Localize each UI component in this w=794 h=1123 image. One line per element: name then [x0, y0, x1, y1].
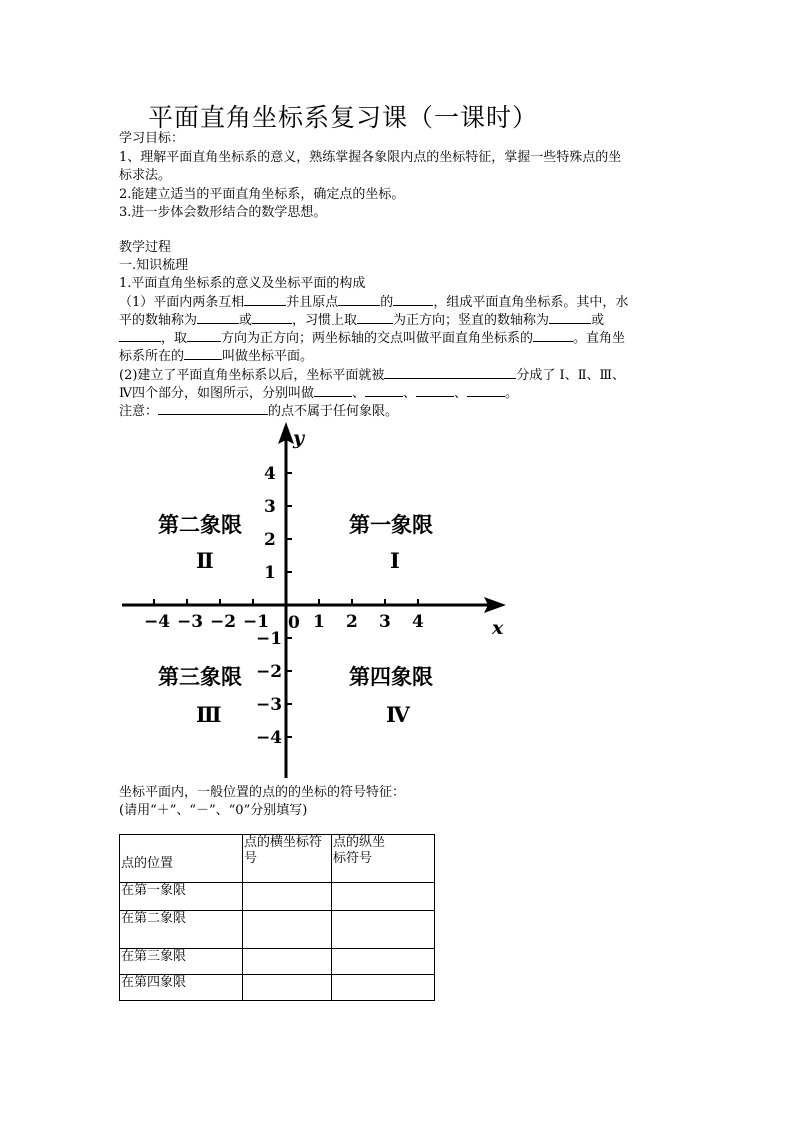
answer-cell[interactable]: [243, 911, 332, 949]
y-tick-label: −4: [256, 728, 283, 748]
text: ，取: [161, 331, 188, 346]
header-text: 标符号: [333, 851, 373, 866]
header-text: 点的位置: [121, 855, 174, 871]
answer-cell[interactable]: [332, 911, 435, 949]
y-tick-label: −1: [256, 629, 283, 649]
fill-blank[interactable]: [365, 384, 403, 397]
row-label: 在第三象限: [120, 949, 243, 975]
text: 的: [380, 295, 394, 310]
origin-label: 0: [288, 613, 300, 633]
header-cell-position: [120, 835, 243, 883]
text: ，组成平面直角坐标系。其中，水: [433, 295, 629, 310]
objective-1-line2: 标求法。: [119, 168, 172, 183]
text: 注意：: [119, 404, 159, 419]
row-label: 在第一象限: [120, 883, 243, 911]
fill-blank[interactable]: [384, 366, 516, 379]
text: 方向为正方向；两坐标轴的交点叫做平面直角坐标系的: [221, 331, 534, 346]
page-title: 平面直角坐标系复习课（一课时）: [148, 103, 539, 132]
table-row: [120, 883, 435, 911]
subsection-heading: 1.平面直角坐标系的意义及坐标平面的构成: [119, 276, 366, 291]
answer-cell[interactable]: [332, 975, 435, 1001]
table-header-row: [120, 835, 435, 883]
header-text: 点的横坐标符: [244, 835, 323, 850]
table-row: [120, 949, 435, 975]
quadrant-4-name: 第四象限: [349, 664, 433, 689]
header-cell-x-sign: [243, 835, 332, 883]
text: 或: [239, 313, 253, 328]
process-heading: 教学过程: [119, 240, 172, 255]
quadrant-1-numeral: Ⅰ: [390, 548, 400, 573]
header-text: 点的纵坐: [333, 835, 386, 850]
fill-blank[interactable]: [467, 384, 505, 397]
paragraph-line-3: [119, 329, 625, 347]
fill-blank[interactable]: [357, 311, 393, 324]
paragraph-line-5: [119, 366, 625, 384]
answer-cell[interactable]: [243, 883, 332, 911]
header-text: 号: [244, 851, 258, 866]
x-tick-label: 4: [412, 612, 424, 632]
answer-cell[interactable]: [243, 949, 332, 975]
quadrant-2-numeral: Ⅱ: [196, 548, 214, 573]
header-cell-y-sign: [332, 835, 435, 883]
separator: 、: [352, 386, 366, 401]
objective-2: 2.能建立适当的平面直角坐标系，确定点的坐标。: [119, 187, 405, 202]
fill-blank[interactable]: [158, 402, 268, 415]
text: 平的数轴称为: [119, 313, 198, 328]
text: 并且原点: [286, 295, 339, 310]
objective-3: 3.进一步体会数形结合的数学思想。: [119, 205, 327, 220]
x-tick-label: 3: [379, 612, 391, 632]
sign-table: [119, 834, 435, 1001]
fill-blank[interactable]: [338, 293, 380, 306]
paragraph-line-2: [119, 311, 604, 329]
y-axis-label: y: [293, 427, 305, 449]
text: 或: [591, 313, 605, 328]
x-tick-label: −3: [177, 612, 204, 632]
x-tick-label: −4: [144, 612, 171, 632]
row-label: 在第二象限: [120, 911, 243, 949]
y-tick-label: 3: [264, 497, 276, 517]
section-heading: 一.知识梳理: [119, 258, 189, 273]
text: 。: [505, 386, 519, 401]
separator: 、: [403, 386, 417, 401]
text: 叫做坐标平面。: [222, 349, 314, 364]
coordinate-plane-figure: [110, 418, 520, 780]
answer-cell[interactable]: [332, 949, 435, 975]
fill-blank[interactable]: [549, 311, 591, 324]
fill-blank[interactable]: [187, 329, 221, 342]
text: 的点不属于任何象限。: [268, 404, 399, 419]
quadrant-4-numeral: Ⅳ: [386, 702, 410, 727]
quadrant-1-name: 第一象限: [349, 512, 433, 537]
text: 。直角坐: [573, 331, 626, 346]
quadrant-3-numeral: Ⅲ: [196, 702, 222, 727]
y-tick-label: −3: [256, 695, 283, 715]
text: 标系所在的: [119, 349, 185, 364]
y-tick-label: 1: [264, 563, 276, 583]
y-tick-label: 2: [264, 530, 276, 550]
x-tick-label: −2: [210, 612, 237, 632]
fill-blank[interactable]: [244, 293, 286, 306]
y-tick-label: 4: [264, 464, 276, 484]
x-axis-label: x: [492, 617, 504, 639]
text: 分成了 Ⅰ、Ⅱ、Ⅲ、: [516, 368, 626, 383]
sign-feature-heading: 坐标平面内，一般位置的点的的坐标的符号特征：: [119, 785, 406, 800]
paragraph-line-1: [119, 293, 628, 311]
fill-blank[interactable]: [393, 293, 433, 306]
table-row: [120, 911, 435, 949]
paragraph-line-4: [119, 347, 313, 365]
quadrant-3-name: 第三象限: [158, 664, 242, 689]
text: 为正方向；竖直的数轴称为: [393, 313, 550, 328]
fill-blank[interactable]: [416, 384, 454, 397]
objective-1-line1: 1、理解平面直角坐标系的意义，熟练掌握各象限内点的坐标特征，掌握一些特殊点的坐: [119, 150, 622, 165]
sign-feature-instruction: (请用“＋”、“－”、“0”分别填写): [119, 803, 308, 818]
fill-blank[interactable]: [197, 311, 239, 324]
separator: 、: [454, 386, 468, 401]
quadrant-2-name: 第二象限: [158, 512, 242, 537]
fill-blank[interactable]: [252, 311, 292, 324]
fill-blank[interactable]: [184, 347, 222, 360]
text: (2)建立了平面直角坐标系以后，坐标平面就被: [119, 368, 385, 383]
y-tick-label: −2: [256, 662, 283, 682]
table-row: [120, 975, 435, 1001]
text: （1）平面内两条互相: [119, 295, 245, 310]
fill-blank[interactable]: [119, 329, 161, 342]
text: ，习惯上取: [292, 313, 358, 328]
objectives-heading: 学习目标：: [119, 131, 185, 146]
x-tick-label: −1: [243, 612, 270, 632]
fill-blank[interactable]: [314, 384, 352, 397]
x-tick-label: 2: [346, 612, 358, 632]
fill-blank[interactable]: [533, 329, 573, 342]
answer-cell[interactable]: [243, 975, 332, 1001]
paragraph-line-6: [119, 384, 518, 402]
answer-cell[interactable]: [332, 883, 435, 911]
x-tick-label: 1: [313, 612, 325, 632]
text: Ⅳ四个部分，如图所示，分别叫做: [119, 386, 314, 401]
row-label: 在第四象限: [120, 975, 243, 1001]
